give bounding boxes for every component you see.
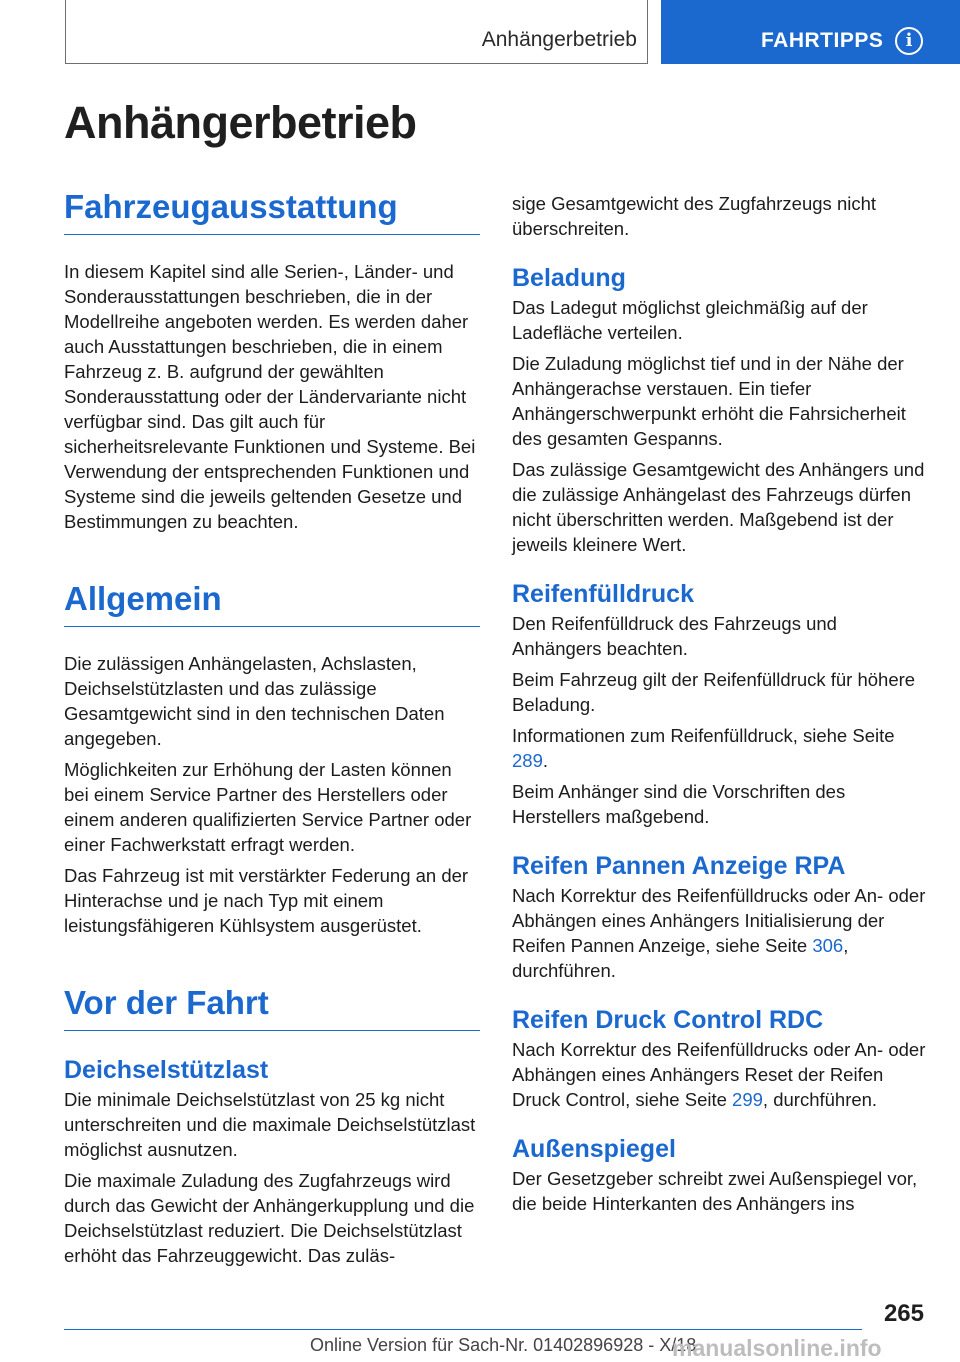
text: , durchführen.: [762, 1089, 878, 1110]
heading-reifenfuelldruck: Reifenfülldruck: [512, 580, 694, 608]
text: Nach Korrektur des Reifenfülldrucks oder An- oder Abhängen eines Anhängers Initialisierung der Reifen Pannen Anzeige, siehe Seite: [512, 885, 926, 956]
watermark: manualsonline.info: [672, 1335, 882, 1361]
header-section-title: Anhängerbetrieb: [481, 28, 637, 51]
heading-fahrzeugausstattung: Fahrzeugausstattung: [64, 188, 480, 235]
paragraph: [512, 1037, 930, 1112]
text: , durchführen.: [512, 935, 849, 981]
heading-rdc: Reifen Druck Control RDC: [512, 1006, 824, 1034]
paragraph: Das Fahrzeug ist mit verstärkter Federung an der Hinterachse und je nach Typ mit einem leistungsfähigeren Kühlsystem ausgerüstet.: [64, 865, 469, 936]
page-number: 265: [883, 1300, 924, 1327]
paragraph: Das Ladegut möglichst gleichmäßig auf der Ladefläche verteilen.: [512, 297, 868, 343]
paragraph: [512, 723, 930, 773]
paragraph: Beim Anhänger sind die Vorschriften des Herstellers maßgebend.: [512, 781, 846, 827]
heading-allgemein: Allgemein: [64, 580, 480, 627]
heading-beladung: Beladung: [512, 264, 626, 292]
paragraph: Den Reifenfülldruck des Fahrzeugs und Anhängers beachten.: [512, 613, 837, 659]
text: Nach Korrektur des Reifenfülldrucks oder An- oder Abhängen eines Anhängers Reset der Reifen Druck Control, siehe Seite: [512, 1039, 926, 1110]
heading-vor-der-fahrt: Vor der Fahrt: [64, 984, 480, 1031]
paragraph: Das zulässige Gesamtgewicht des Anhängers und die zulässige Anhängelast des Fahrzeugs dürfen nicht überschritten werden. Maßgebend ist der jeweils kleinere Wert.: [512, 459, 925, 555]
paragraph: Die minimale Deichselstützlast von 25 kg nicht unterschreiten und die maximale Deichselstützlast möglichst ausnutzen.: [64, 1089, 476, 1160]
header-chapter-tab[interactable]: [661, 0, 960, 64]
footer-version-text: Online Version für Sach-Nr. 01402896928 - X/18: [310, 1335, 697, 1355]
text: Informationen zum Reifenfülldruck, siehe Seite: [512, 725, 895, 746]
page-link-306[interactable]: 306: [812, 935, 844, 956]
heading-deichselstuetzlast: Deichselstützlast: [64, 1056, 269, 1084]
paragraph: Die zulässigen Anhängelasten, Achslasten, Deichselstützlasten und das zulässige Gesamtgewicht sind in den technischen Daten angegeben.: [64, 653, 445, 749]
header-section-box: [65, 0, 648, 64]
paragraph: sige Gesamtgewicht des Zugfahrzeugs nicht überschreiten.: [512, 193, 877, 239]
paragraph: Beim Fahrzeug gilt der Reifenfülldruck für höhere Beladung.: [512, 669, 916, 715]
footer-divider: [64, 1329, 862, 1330]
right-column: [512, 191, 930, 1216]
paragraph: Die maximale Zuladung des Zugfahrzeugs wird durch das Gewicht der Anhängerkupplung und die Deichselstützlast reduziert. Die Deichselstützlast erhöht das Fahrzeuggewicht. Das zuläs-: [64, 1170, 475, 1266]
heading-rpa: Reifen Pannen Anzeige RPA: [512, 852, 846, 880]
paragraph: Die Zuladung möglichst tief und in der Nähe der Anhängerachse verstauen. Ein tiefer Anhängerschwerpunkt erhöht die Fahrsicherheit des gesamten Gespanns.: [512, 353, 906, 449]
paragraph: Der Gesetzgeber schreibt zwei Außenspiegel vor, die beide Hinterkanten des Anhängers ins: [512, 1168, 918, 1214]
info-icon[interactable]: i: [895, 27, 923, 55]
paragraph: Möglichkeiten zur Erhöhung der Lasten können bei einem Service Partner des Herstellers oder einem anderen qualifizierten Service Partner oder einer Fachwerkstatt erfragt werden.: [64, 759, 472, 855]
heading-aussenspiegel: Außenspiegel: [512, 1135, 676, 1163]
page-title: Anhängerbetrieb: [64, 97, 417, 148]
text: .: [542, 750, 549, 771]
page-link-299[interactable]: 299: [732, 1089, 763, 1110]
paragraph: [512, 883, 930, 983]
left-column: [64, 188, 480, 1268]
paragraph: In diesem Kapitel sind alle Serien-, Länder- und Sonderausstattungen beschrieben, die in der Modellreihe angeboten werden. Es werden daher auch Ausstattungen beschrieben, die in einem Fahrzeug z. B. aufgrund der gewählten Sonderausstattung oder der Ländervariante nicht verfügbar sind. Das gilt auch für sicherheitsrelevante Funktionen und Systeme. Bei Verwendung der entsprechenden Funktionen und Systeme sind die jeweils geltenden Gesetze und Bestimmungen zu beachten.: [64, 261, 476, 532]
header-chapter-label: FAHRTIPPS: [761, 29, 884, 52]
page-link-289[interactable]: 289: [512, 750, 543, 771]
